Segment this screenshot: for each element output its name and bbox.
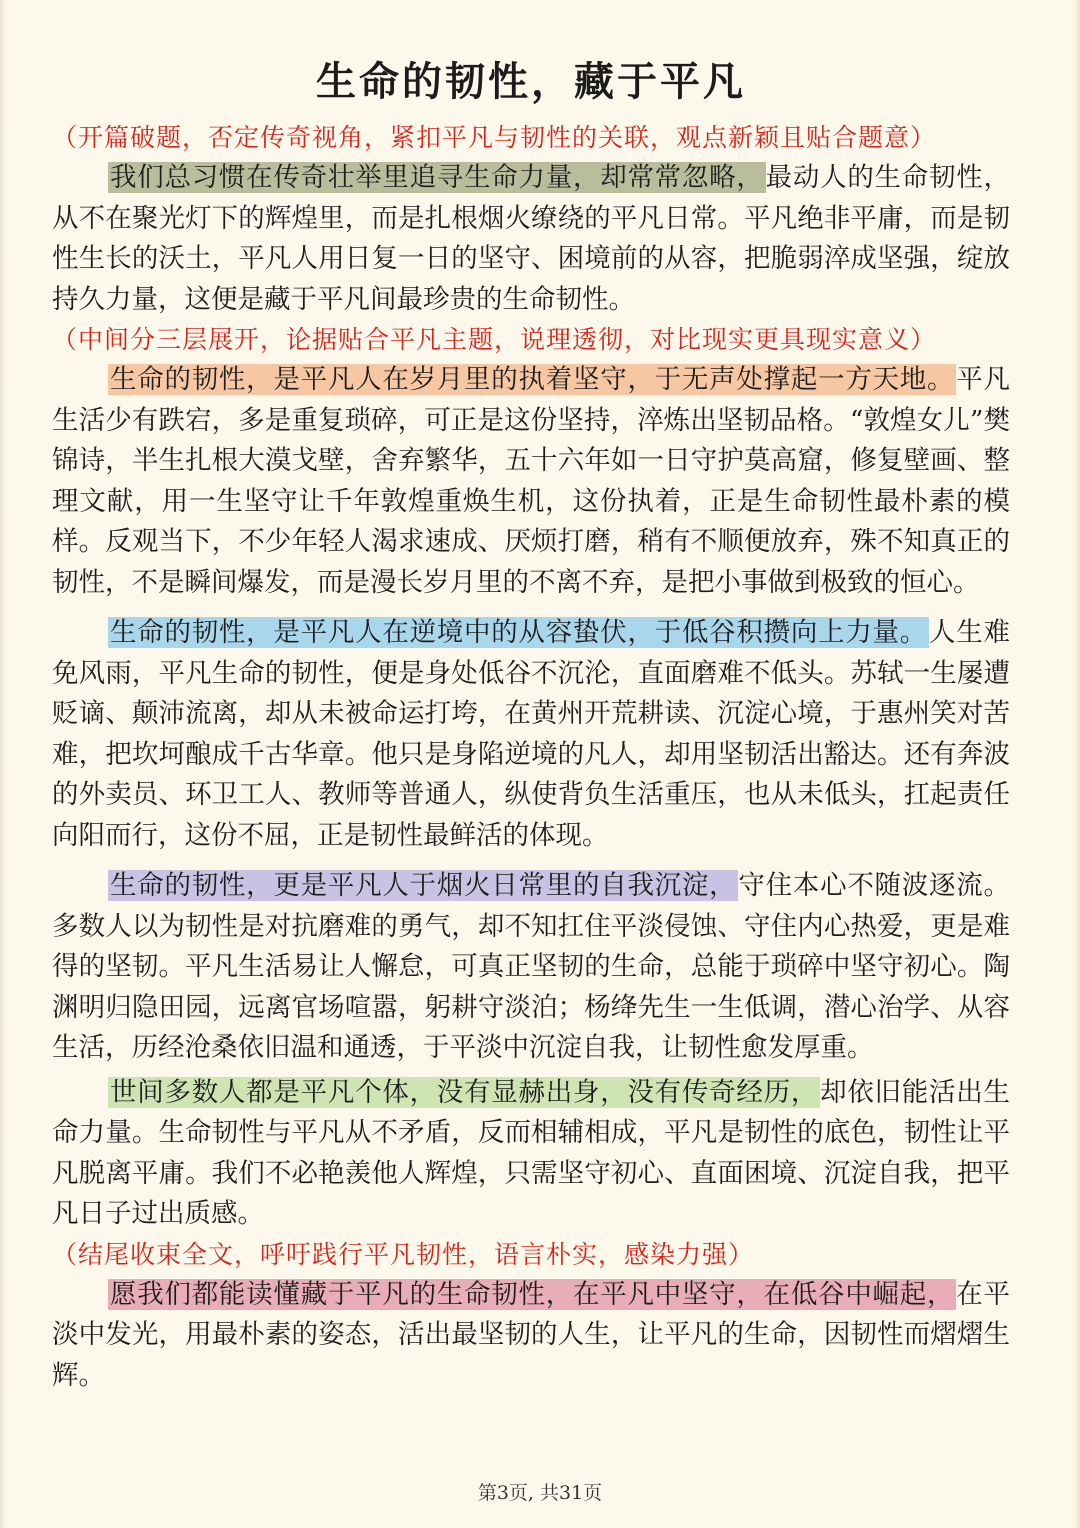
paragraph-conclusion [52,1275,1010,1397]
annotation-middle: （中间分三层展开，论据贴合平凡主题，说理透彻，对比现实更具现实意义） [52,325,937,354]
highlight-conclusion: 愿我们都能读懂藏于平凡的生命韧性，在平凡中坚守，在低谷中崛起， [110,1278,955,1310]
paragraph-intro [52,158,1010,320]
paragraph-intro-text: 最动人的生命韧性，从不在聚光灯下的辉煌里，而是扎根烟火缭绕的平凡日常。平凡绝非平庸，而是韧性生长的沃土，平凡人用日复一日的坚守、困境前的从容，把脆弱淬成坚强，绽放持久力量，这便是藏于平凡间最珍贵的生命韧性。 [52,162,1010,315]
paragraph-self-settling [52,866,1010,1069]
paragraph-adversity-text: 人生难免风雨，平凡生命的韧性，便是身处低谷不沉沦，直面磨难不低头。苏轼一生屡遭贬谪、颠沛流离，却从未被命运打垮，在黄州开荒耕读、沉淀心境，于惠州笑对苦难，把坎坷酿成千古华章。他只是身陷逆境的凡人，却用坚韧活出豁达。还有奔波的外卖员、环卫工人、教师等普通人，纵使背负生活重压，也从未低头，扛起责任向阳而行，这份不屈，正是韧性最鲜活的体现。 [52,617,1010,851]
page-edge-left [0,0,6,1528]
highlight-intro: 我们总习惯在传奇壮举里追寻生命力量，却常常忽略， [110,162,764,193]
essay-content [52,56,1010,1396]
paragraph-persistence-text: 平凡生活少有跌宕，多是重复琐碎，可正是这份坚持，淬炼出坚韧品格。“敦煌女儿”樊锦诗，半生扎根大漠戈壁，舍弃繁华，五十六年如一日守护莫高窟，修复壁画、整理文献，用一生坚守让千年敦煌重焕生机，这份执着，正是生命韧性最朴素的模样。反观当下，不少年轻人渴求速成、厌烦打磨，稍有不顺便放弃，殊不知真正的韧性，不是瞬间爆发，而是漫长岁月里的不离不弃，是把小事做到极致的恒心。 [52,364,1010,598]
page-number: 第3页, 共31页 [477,1482,603,1504]
paragraph-self-settling-text: 守住本心不随波逐流。多数人以为韧性是对抗磨难的勇气，却不知扛住平淡侵蚀、守住内心热爱，更是难得的坚韧。平凡生活易让人懈怠，可真正坚韧的生命，总能于琐碎中坚守初心。陶渊明归隐田园，远离官场喧嚣，躬耕守淡泊；杨绛先生一生低调，潜心治学、从容生活，历经沧桑依旧温和通透，于平淡中沉淀自我，让韧性愈发厚重。 [52,870,1010,1063]
annotation-intro: （开篇破题，否定传奇视角，紧扣平凡与韧性的关联，观点新颖且贴合题意） [52,123,937,152]
highlight-self-settling: 生命的韧性，更是平凡人于烟火日常里的自我沉淀， [110,870,737,901]
paragraph-adversity [52,613,1010,856]
essay-title: 生命的韧性，藏于平凡 [316,58,746,105]
annotation-ending: （结尾收束全文，呼吁践行平凡韧性，语言朴实，感染力强） [52,1239,755,1269]
paragraph-summary-text: 却依旧能活出生命力量。生命韧性与平凡从不矛盾，反而相辅相成，平凡是韧性的底色，韧性让平凡脱离平庸。我们不必艳羡他人辉煌，只需坚守初心、直面困境、沉淀自我，把平凡日子过出质感。 [52,1076,1010,1229]
highlight-persistence: 生命的韧性，是平凡人在岁月里的执着坚守，于无声处撑起一方天地。 [110,364,955,395]
highlight-summary: 世间多数人都是平凡个体，没有显赫出身，没有传奇经历， [110,1076,819,1108]
highlight-adversity: 生命的韧性，是平凡人在逆境中的从容蛰伏，于低谷积攒向上力量。 [110,617,928,648]
paragraph-summary [52,1073,1010,1235]
page-edge-right [1074,0,1080,1528]
paragraph-conclusion-text: 在平淡中发光，用最朴素的姿态，活出最坚韧的人生，让平凡的生命，因韧性而熠熠生辉。 [52,1278,1010,1391]
paragraph-persistence [52,360,1010,603]
